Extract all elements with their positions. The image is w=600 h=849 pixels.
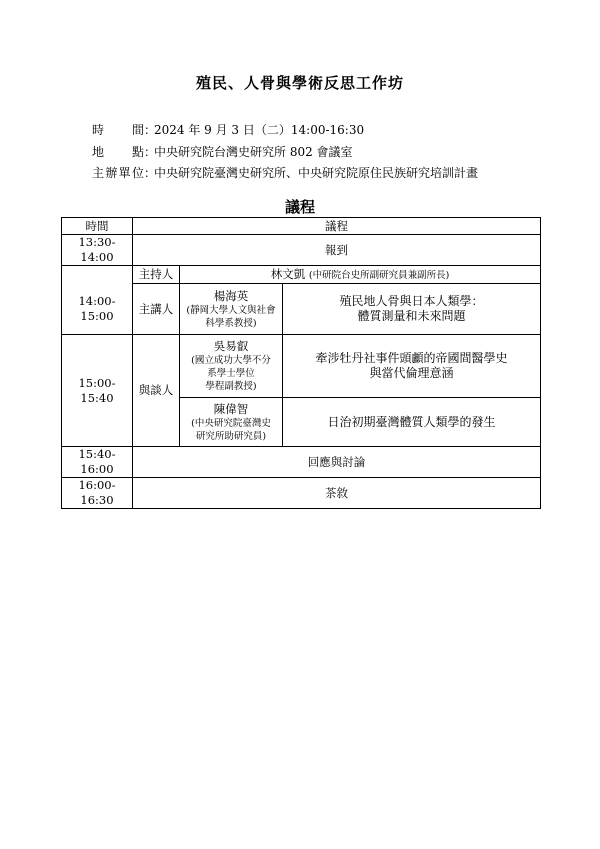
discussant-1-affiliation-2: 系學士學位 <box>207 368 255 379</box>
lecture-role: 主講人 <box>133 284 180 335</box>
discussant-2-affiliation-1: (中央研究院臺灣史 <box>191 417 271 429</box>
discussant-1-cell <box>180 335 283 398</box>
discussant-2-cell <box>180 398 283 447</box>
lecture-topic-line1: 殖民地人骨與日本人類學： <box>339 294 484 308</box>
agenda-title: 議程 <box>284 198 315 216</box>
tea-item: 茶敘 <box>133 478 541 509</box>
discussant-1-topic-cell <box>283 335 541 398</box>
discussant-1-topic-line1: 牽涉牡丹社事件頭顱的帝國間醫學史 <box>315 351 508 365</box>
tea-time: 16:00-16:30 <box>62 478 133 509</box>
registration-time: 13:30-14:00 <box>62 235 133 266</box>
lecture-speaker-name: 楊海英 <box>213 288 249 303</box>
table-row <box>62 266 541 284</box>
info-time-value: 2024 年 9 月 3 日（二）14:00-16:30 <box>154 123 365 137</box>
table-row <box>62 284 541 335</box>
lecture-time: 14:00-15:00 <box>62 284 133 335</box>
host-name: 林文凱 <box>270 267 306 281</box>
discussant-2-name: 陳偉智 <box>213 401 249 416</box>
discussant-1-affiliation-1: (國立成功大學不分 <box>191 355 271 366</box>
host-cell <box>180 266 541 284</box>
lecture-topic-line2: 體質測量和未來問題 <box>357 309 466 323</box>
host-affiliation: (中研院台史所副研究員兼副所長) <box>308 270 450 281</box>
info-organizer-value: 中央研究院臺灣史研究所、中央研究院原住民族研究培訓計畫 <box>154 166 479 180</box>
discussion-time: 15:00-15:40 <box>62 335 133 447</box>
table-row <box>62 335 541 398</box>
host-role: 主持人 <box>133 266 180 284</box>
info-organizer-label: 主辦單位 <box>92 166 144 180</box>
info-location-label: 地點 <box>92 145 144 159</box>
discussant-1-topic-line2: 與當代倫理意涵 <box>369 366 454 380</box>
lecture-topic-cell <box>283 284 541 335</box>
lecture-speaker-affiliation: (靜岡大學人文與社會科學系教授) <box>186 304 276 329</box>
info-location-value: 中央研究院台灣史研究所 802 會議室 <box>154 145 353 159</box>
header-time: 時間 <box>62 218 133 235</box>
discussant-1-name: 吳易叡 <box>213 339 249 353</box>
table-row <box>62 478 541 509</box>
lecture-speaker-cell <box>180 284 283 335</box>
response-item: 回應與討論 <box>133 447 541 478</box>
discussant-2-topic-line1: 日治初期臺灣體質人類學的發生 <box>327 414 496 429</box>
table-row <box>62 447 541 478</box>
registration-item: 報到 <box>133 235 541 266</box>
info-time-label: 時間 <box>92 123 144 137</box>
table-header-row <box>62 218 541 235</box>
discussant-2-affiliation-2: 研究所助研究員) <box>195 430 267 442</box>
agenda-table <box>61 217 541 509</box>
discussant-1-affiliation-3: 學程副教授) <box>205 381 257 392</box>
header-agenda: 議程 <box>133 218 541 235</box>
info-organizer: 主辦單位：中央研究院臺灣史研究所、中央研究院原住民族研究培訓計畫 <box>92 166 479 180</box>
page-title: 殖民、人骨與學術反思工作坊 <box>195 74 404 92</box>
table-row <box>62 235 541 266</box>
response-time: 15:40-16:00 <box>62 447 133 478</box>
discussant-2-topic-cell <box>283 398 541 447</box>
discussion-role: 與談人 <box>133 335 180 447</box>
info-location: 地點：中央研究院台灣史研究所 802 會議室 <box>92 145 353 159</box>
info-time: 時間：2024 年 9 月 3 日（二）14:00-16:30 <box>92 123 365 137</box>
